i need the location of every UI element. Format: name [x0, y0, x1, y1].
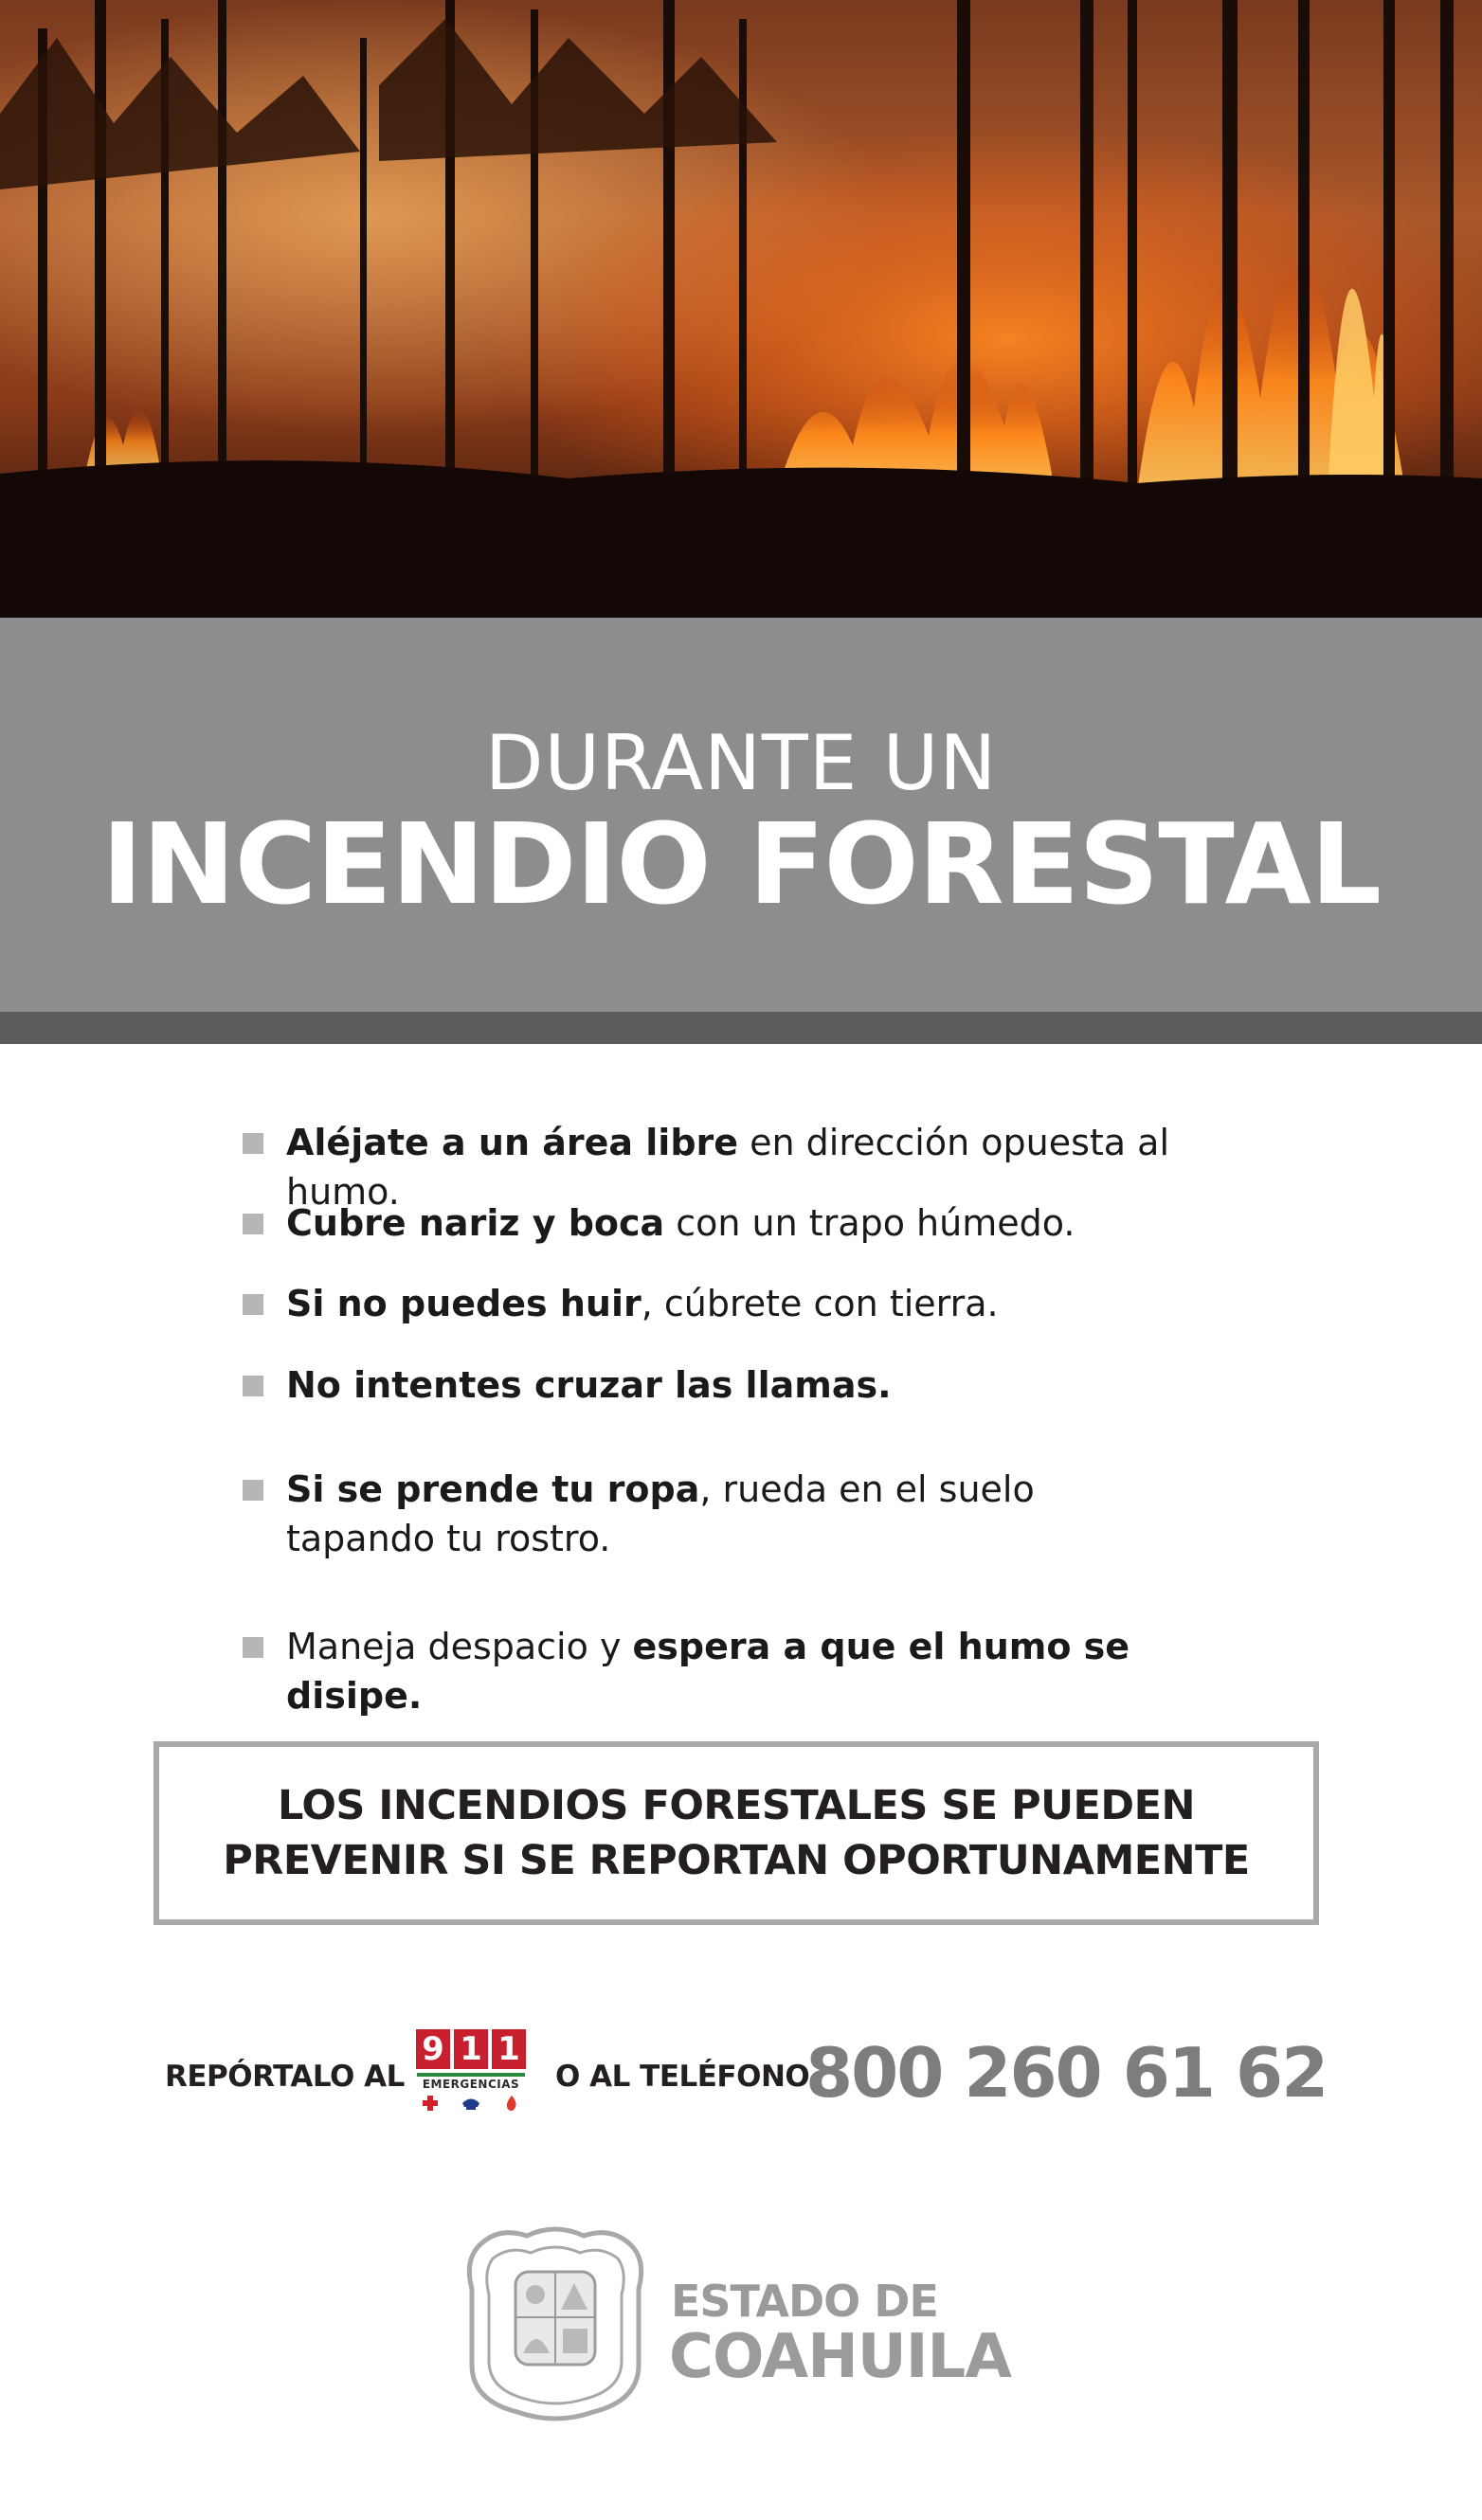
state-name-line-2: COAHUILA [669, 2322, 1011, 2392]
forest-fire-photo [0, 0, 1482, 618]
coahuila-seal-logo [461, 2223, 650, 2425]
police-cap-icon [461, 2094, 481, 2113]
phone-number: 800 260 61 62 [805, 2033, 1328, 2113]
emergency-label: EMERGENCIAS [422, 2078, 520, 2091]
prevention-line-2: PREVENIR SI SE REPORTAN OPORTUNAMENTE [223, 1837, 1250, 1884]
square-bullet-icon [243, 1133, 263, 1154]
tip-bold: espera a que el humo se disipe. [286, 1626, 1130, 1717]
emergency-digit: 1 [454, 2029, 488, 2069]
emergency-911-logo [413, 2029, 529, 2122]
tip-bold: Cubre nariz y boca [286, 1202, 665, 1244]
tip-text-pre: Maneja despacio y [286, 1626, 633, 1667]
tip-bold: Si no puedes huir [286, 1283, 642, 1324]
title-band-bottom-stripe [0, 1012, 1482, 1044]
tip-bold: Si se prende tu ropa [286, 1468, 700, 1510]
prevention-line-1: LOS INCENDIOS FORESTALES SE PUEDEN [278, 1782, 1195, 1829]
report-prefix: REPÓRTALO AL [165, 2060, 405, 2094]
tip-text: con un trapo húmedo. [664, 1202, 1075, 1244]
tip-text: , rueda en el suelo tapando tu rostro. [286, 1468, 1035, 1559]
fire-icon [502, 2094, 521, 2113]
square-bullet-icon [243, 1294, 263, 1315]
red-cross-icon [421, 2094, 440, 2113]
square-bullet-icon [243, 1214, 263, 1234]
prevention-box [154, 1741, 1319, 1925]
tip-bold: No intentes cruzar las llamas. [286, 1364, 892, 1406]
tip-text: , cúbrete con tierra. [641, 1283, 999, 1324]
tip-bold: Aléjate a un área libre [286, 1122, 739, 1163]
square-bullet-icon [243, 1637, 263, 1658]
title-line-1: DURANTE UN [484, 719, 998, 807]
square-bullet-icon [243, 1480, 263, 1501]
page-title: INCENDIO FORESTAL [100, 799, 1382, 929]
tip-text: en dirección opuesta al humo. [286, 1122, 1170, 1213]
report-middle-text: O AL TELÉFONO [555, 2060, 810, 2094]
emergency-digit: 9 [416, 2029, 450, 2069]
emergency-digit: 1 [492, 2029, 526, 2069]
state-name-line-1: ESTADO DE [671, 2276, 938, 2327]
square-bullet-icon [243, 1376, 263, 1396]
